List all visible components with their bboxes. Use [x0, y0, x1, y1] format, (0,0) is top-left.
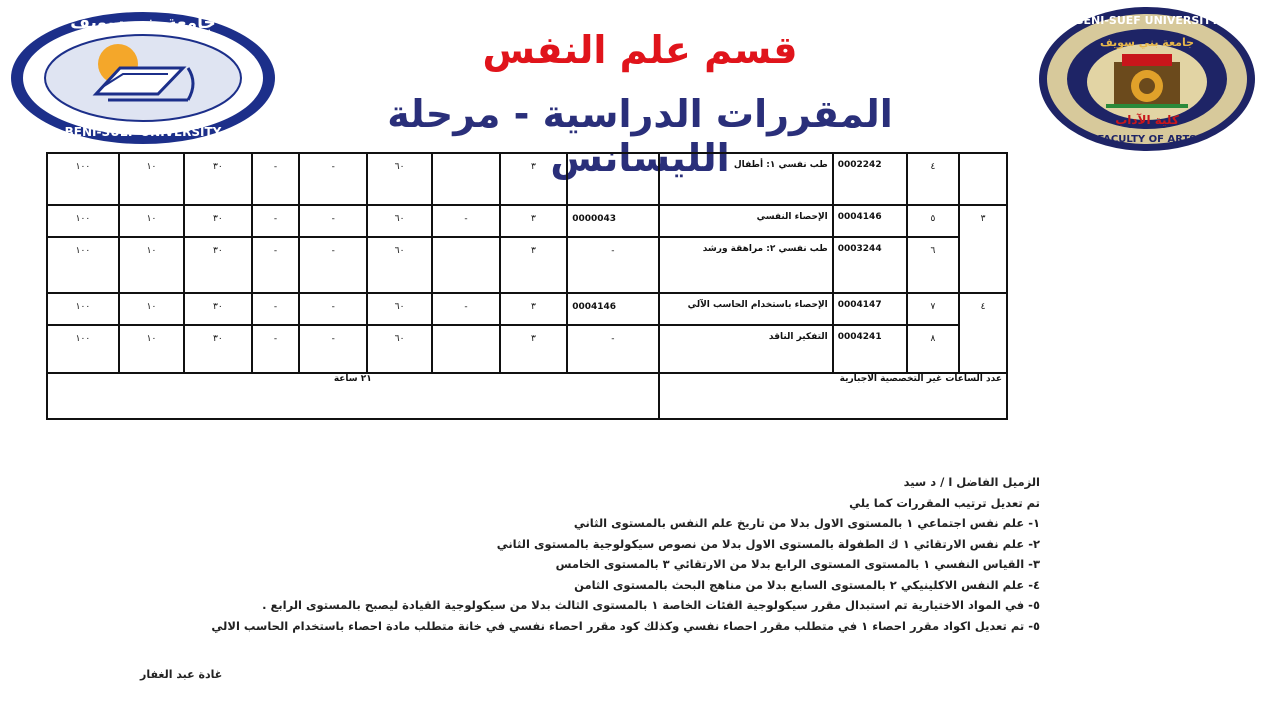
modification-notes: [211, 472, 1040, 636]
course-name-cell: طب نفسي ١: أطفال: [659, 153, 833, 205]
extra-cell: [432, 325, 499, 373]
hours-cell: ٣: [500, 325, 567, 373]
mark-60-cell: ٦٠: [367, 153, 432, 205]
extra-cell: [432, 237, 499, 293]
mark-30-cell: ٣٠: [184, 325, 251, 373]
signature-name: غادة عبد الغفار: [140, 668, 223, 681]
department-title: قسم علم النفس: [482, 28, 798, 72]
prerequisite-cell: [567, 153, 658, 205]
mark-10-cell: ١٠: [119, 293, 184, 325]
note-item: ٣- القياس النفسي ١ بالمستوى المستوى الرابع بدلا من الارتقائي ٣ بالمستوى الخامس: [555, 557, 1040, 571]
course-number-cell: ٦: [907, 237, 959, 293]
level-cell: [959, 153, 1007, 205]
logo-right-faculty-en: FACULTY OF ARTS: [1097, 134, 1197, 145]
logo-right-inner-text: جامعة بني سويف: [1099, 36, 1195, 49]
dash-cell: -: [299, 153, 366, 205]
prerequisite-cell: -: [567, 325, 658, 373]
notes-greeting: الزميل الفاضل ا / د سيد: [903, 475, 1040, 489]
beni-suef-university-logo: [8, 8, 278, 148]
note-item: ١- علم نفس اجتماعي ١ بالمستوى الاول بدلا من تاريخ علم النفس بالمستوى الثاني: [573, 516, 1040, 530]
table-row: [47, 205, 1007, 237]
logo-left-bottom-text: BENI-SUEF UNIVERSITY: [64, 125, 222, 139]
total-marks-cell: ١٠٠: [47, 153, 119, 205]
mark-10-cell: ١٠: [119, 205, 184, 237]
logo-right-arc-text: BENI-SUEF UNIVERSITY: [1075, 14, 1219, 27]
course-number-cell: ٤: [907, 153, 959, 205]
prerequisite-cell: -: [567, 237, 658, 293]
extra-cell: -: [432, 205, 499, 237]
table-row: [47, 325, 1007, 373]
table-row: [47, 237, 1007, 293]
course-name-cell: طب نفسي ٢: مراهقة ورشد: [659, 237, 833, 293]
logo-right-faculty-ar: كلية الآداب: [1115, 113, 1179, 127]
course-code-cell: 0004147: [833, 293, 907, 325]
mark-10-cell: ١٠: [119, 237, 184, 293]
notes-intro: تم تعديل ترتيب المقررات كما يلي: [849, 495, 1040, 510]
dash-cell: -: [299, 237, 366, 293]
mark-10-cell: ١٠: [119, 325, 184, 373]
prerequisite-cell: 0004146: [567, 293, 658, 325]
total-hours-value: ٢١ ساعة: [47, 373, 659, 419]
course-code-cell: 0004146: [833, 205, 907, 237]
extra-cell: [432, 153, 499, 205]
total-hours-label: عدد الساعات غير التخصصية الاجبارية: [659, 373, 1007, 419]
course-name-cell: الإحصاء باستخدام الحاسب الآلي: [659, 293, 833, 325]
courses-table: [46, 152, 1008, 420]
page-subtitle: المقررات الدراسية - مرحلة الليسانس: [387, 92, 893, 180]
courses-table-container: [46, 152, 1008, 420]
course-number-cell: ٥: [907, 205, 959, 237]
course-name-cell: الإحصاء النفسي: [659, 205, 833, 237]
mark-60-cell: ٦٠: [367, 237, 432, 293]
note-item: ٥- في المواد الاختيارية تم استبدال مقرر سيكولوجية الفئات الخاصة ١ بالمستوى الثالث بدلا من سيكولوجية القيادة ليصبح بالمستوى الرابع .: [262, 598, 1040, 612]
level-cell: ٣: [959, 205, 1007, 293]
dash-cell: -: [252, 325, 300, 373]
note-item: ٢- علم نفس الارتقائي ١ ك الطفولة بالمستوى الاول بدلا من نصوص سيكولوجية بالمستوى الثاني: [496, 536, 1040, 551]
mark-60-cell: ٦٠: [367, 205, 432, 237]
mark-30-cell: ٣٠: [184, 237, 251, 293]
logo-left-arc-text: جامعة بنى سويف: [70, 13, 216, 33]
mark-30-cell: ٣٠: [184, 205, 251, 237]
total-marks-cell: ١٠٠: [47, 325, 119, 373]
prerequisite-cell: 0000043: [567, 205, 658, 237]
dash-cell: -: [252, 293, 300, 325]
total-marks-cell: ١٠٠: [47, 293, 119, 325]
note-item: ٥- تم تعديل اكواد مقرر احصاء ١ في متطلب مقرر احصاء نفسي وكذلك كود مقرر احصاء نفسي في خانة متطلب مادة احصاء باستخدام الحاسب الالي: [211, 618, 1040, 633]
level-cell: ٤: [959, 293, 1007, 373]
total-marks-cell: ١٠٠: [47, 205, 119, 237]
dash-cell: -: [252, 205, 300, 237]
table-total-row: [47, 373, 1007, 419]
course-code-cell: 0004241: [833, 325, 907, 373]
dash-cell: -: [299, 325, 366, 373]
hours-cell: ٣: [500, 293, 567, 325]
table-row: [47, 153, 1007, 205]
total-marks-cell: ١٠٠: [47, 237, 119, 293]
mark-30-cell: ٣٠: [184, 153, 251, 205]
note-item: ٤- علم النفس الاكلينيكي ٢ بالمستوى السابع بدلا من مناهج البحث بالمستوى الثامن: [574, 577, 1040, 592]
course-name-cell: التفكير الناقد: [659, 325, 833, 373]
table-row: [47, 293, 1007, 325]
mark-10-cell: ١٠: [119, 153, 184, 205]
dash-cell: -: [299, 293, 366, 325]
dash-cell: -: [252, 237, 300, 293]
dash-cell: -: [252, 153, 300, 205]
faculty-of-arts-logo: [1036, 4, 1258, 154]
extra-cell: -: [432, 293, 499, 325]
course-code-cell: 0003244: [833, 237, 907, 293]
hours-cell: ٣: [500, 237, 567, 293]
hours-cell: ٣: [500, 153, 567, 205]
course-number-cell: ٧: [907, 293, 959, 325]
hours-cell: ٣: [500, 205, 567, 237]
mark-60-cell: ٦٠: [367, 325, 432, 373]
course-number-cell: ٨: [907, 325, 959, 373]
mark-30-cell: ٣٠: [184, 293, 251, 325]
dash-cell: -: [299, 205, 366, 237]
mark-60-cell: ٦٠: [367, 293, 432, 325]
course-code-cell: 0002242: [833, 153, 907, 205]
